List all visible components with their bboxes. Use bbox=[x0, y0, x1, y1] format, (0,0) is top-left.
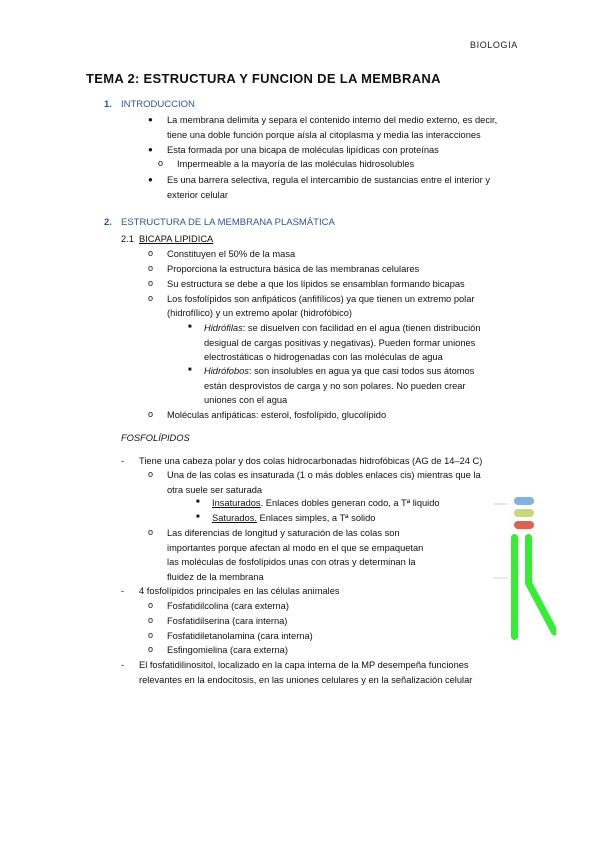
fosfo-dash-3-line-2: relevantes en la endocitosis, en las uniones celulares y en la señalización celular bbox=[139, 675, 473, 685]
fosfo-dash-3-line-1: El fosfatidilinositol, localizado en la capa interna de la MP desempeña funciones bbox=[139, 660, 469, 670]
fosfolipidos-heading: FOSFOLÍPIDOS bbox=[121, 433, 190, 443]
saturados-text: Enlaces simples, a Tª solido bbox=[256, 513, 376, 523]
phospholipid-4: Esfingomielina (cara externa) bbox=[167, 645, 288, 655]
circle-bullet-icon: o bbox=[148, 600, 154, 610]
subsection-title: BICAPA LIPIDICA bbox=[139, 234, 214, 244]
square-bullet-icon: ■ bbox=[188, 367, 192, 373]
intro-bullet-2-sub: Impermeable a la mayoría de las moléculas hidrosolubles bbox=[177, 159, 415, 169]
phospholipid-2: Fosfatidilserina (cara interna) bbox=[167, 616, 288, 626]
bullet-icon: ● bbox=[148, 175, 153, 184]
dash-bullet-icon: - bbox=[121, 456, 125, 466]
hidrofobos-line-1 bbox=[204, 365, 474, 377]
dash-bullet-icon: - bbox=[121, 660, 125, 670]
circle-bullet-icon: o bbox=[148, 615, 154, 625]
page-title: TEMA 2: ESTRUCTURA Y FUNCION DE LA MEMBRANA bbox=[86, 71, 441, 86]
fosfo-item-1-line-1: Una de las colas es insaturada (1 o más dobles enlaces cis) mientras que la bbox=[167, 470, 481, 480]
circle-bullet-icon: o bbox=[148, 409, 154, 419]
tail-lower-kinked bbox=[524, 579, 556, 637]
bullet-icon: ● bbox=[148, 145, 153, 154]
hidrofilas-text: : se disuelven con facilidad en el agua (tienen distribución bbox=[242, 323, 481, 333]
saturados-line bbox=[212, 512, 375, 524]
insaturados-text: . Enlaces dobles generan codo, a Tª liquido bbox=[260, 498, 440, 508]
circle-bullet-icon: o bbox=[148, 630, 154, 640]
phospholipid-figure bbox=[476, 494, 556, 646]
section-2-number: 2. bbox=[104, 217, 112, 228]
circle-bullet-icon: o bbox=[148, 644, 154, 654]
bicapa-item-4-line-2: (hidrofílico) y un extremo apolar (hidrofóbico) bbox=[167, 308, 352, 318]
saturados-term: Saturados. bbox=[212, 513, 257, 523]
intro-bullet-3-line-1: Es una barrera selectiva, regula el intercambio de sustancias entre el interior y bbox=[167, 175, 490, 185]
subject-header: BIOLOGIA bbox=[470, 40, 518, 50]
fosfo-item-2-line-1: Las diferencias de longitud y saturación de las colas son bbox=[167, 528, 400, 538]
hidrofobos-line-3: uniones con el agua bbox=[204, 395, 288, 405]
circle-bullet-icon: o bbox=[148, 527, 154, 537]
hidrofilas-line-3: electrostáticas o hidrogenadas con las moléculas de agua bbox=[204, 352, 443, 362]
head-low-block bbox=[514, 521, 534, 529]
head-mid-block bbox=[514, 509, 534, 517]
hidrofobos-text: : son insolubles en agua ya que casi todos sus átomos bbox=[248, 366, 475, 376]
intro-bullet-1-line-2: tiene una doble función porque aísla al citoplasma y media las interacciones bbox=[167, 130, 481, 140]
fosfo-item-2-line-2: importantes porque afectan al modo en el que se empaquetan bbox=[167, 543, 424, 553]
section-1-heading: INTRODUCCION bbox=[121, 99, 195, 110]
square-bullet-icon: ■ bbox=[188, 324, 192, 330]
bicapa-item-1: Constituyen el 50% de la masa bbox=[167, 249, 296, 259]
hidrofilas-line-2: desigual de cargas positivas y negativas). Pueden formar uniones bbox=[204, 338, 476, 348]
fosfo-item-1-line-2: otra suele ser saturada bbox=[167, 485, 263, 495]
bicapa-item-4-line-1: Los fosfolípidos son anfipáticos (anfifílicos) ya que tienen un extremo polar bbox=[167, 294, 475, 304]
bicapa-item-5: Moléculas anfipáticas: esterol, fosfolípido, glucolípido bbox=[167, 410, 387, 420]
intro-bullet-2: Esta formada por una bicapa de moléculas lipídicas con proteínas bbox=[167, 145, 439, 155]
fosfo-item-2-line-3: las moléculas de fosfolípidos unas con otras y determinan la bbox=[167, 557, 416, 567]
section-2-heading: ESTRUCTURA DE LA MEMBRANA PLASMÁTICA bbox=[121, 217, 335, 228]
fosfo-dash-2: 4 fosfolípidos principales en las células animales bbox=[139, 586, 340, 596]
circle-bullet-icon: o bbox=[148, 278, 154, 288]
bicapa-item-3: Su estructura se debe a que los lípidos se ensamblan formando bicapas bbox=[167, 279, 465, 289]
bullet-icon: ● bbox=[148, 115, 153, 124]
fosfo-item-2-line-4: fluidez de la membrana bbox=[167, 572, 264, 582]
square-bullet-icon: ■ bbox=[196, 514, 200, 520]
intro-bullet-1-line-1: La membrana delimita y separa el contenido interno del medio externo, es decir, bbox=[167, 115, 498, 125]
phospholipid-3: Fosfatidiletanolamina (cara interna) bbox=[167, 631, 313, 641]
bicapa-item-2: Proporciona la estructura básica de las membranas celulares bbox=[167, 264, 420, 274]
tail-upper-kinked bbox=[525, 534, 532, 586]
head-top-block bbox=[514, 497, 534, 505]
hidrofobos-term: Hidrófobos bbox=[204, 366, 249, 376]
section-1-number: 1. bbox=[104, 99, 112, 110]
circle-bullet-icon: o bbox=[148, 469, 154, 479]
circle-bullet-icon: o bbox=[158, 158, 164, 168]
square-bullet-icon: ■ bbox=[196, 499, 200, 505]
subsection-number: 2.1 bbox=[121, 234, 134, 244]
circle-bullet-icon: o bbox=[148, 248, 154, 258]
circle-bullet-icon: o bbox=[148, 293, 154, 303]
tail-straight bbox=[511, 534, 518, 640]
insaturados-term: Insaturados bbox=[212, 498, 261, 508]
hidrofilas-term: Hidrófilas bbox=[204, 323, 243, 333]
dash-bullet-icon: - bbox=[121, 586, 125, 596]
hidrofobos-line-2: están desprovistos de carga y no son polares. No pueden crear bbox=[204, 381, 466, 391]
insaturados-line bbox=[212, 497, 440, 509]
intro-bullet-3-line-2: exterior celular bbox=[167, 190, 228, 200]
phospholipid-1: Fosfatidilcolina (cara externa) bbox=[167, 601, 289, 611]
hidrofilas-line-1 bbox=[204, 322, 481, 334]
circle-bullet-icon: o bbox=[148, 263, 154, 273]
fosfo-dash-1: Tiene una cabeza polar y dos colas hidrocarbonadas hidrofóbicas (AG de 14–24 C) bbox=[139, 456, 483, 466]
